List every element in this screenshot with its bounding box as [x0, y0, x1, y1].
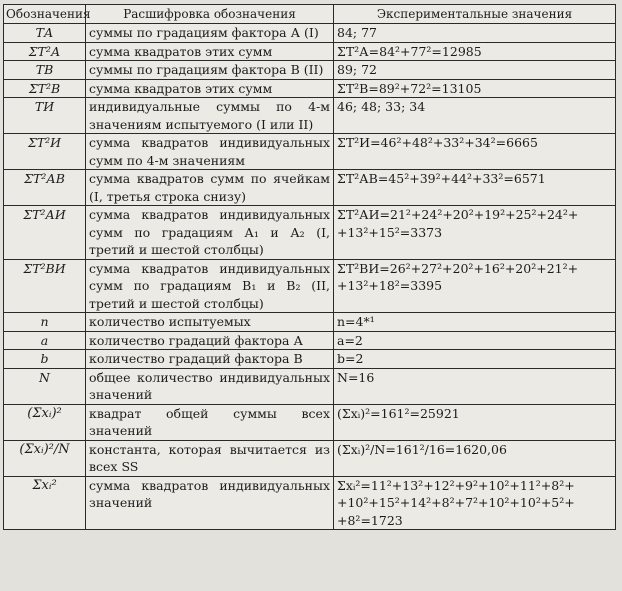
description-cell: квадрат общей суммы всех значений — [86, 404, 334, 440]
symbol-cell: Σxᵢ² — [4, 476, 86, 530]
value-cell: n=4*¹ — [334, 313, 616, 332]
symbol-cell: N — [4, 368, 86, 404]
description-cell: сумма квадратов этих сумм — [86, 42, 334, 61]
table-row — [4, 350, 616, 369]
header-description: Расшифровка обозначения — [86, 5, 334, 24]
value-cell: 89; 72 — [334, 61, 616, 80]
description-cell: сумма квадратов индивидуальных значений — [86, 476, 334, 530]
symbol-cell: ΣT²АВ — [4, 170, 86, 206]
symbol-cell: ΣT²АИ — [4, 206, 86, 260]
symbol-cell: (Σxᵢ)²/N — [4, 440, 86, 476]
value-cell: N=16 — [334, 368, 616, 404]
header-symbols: Обозначения — [4, 5, 86, 24]
description-cell: суммы по градациям фактора А (I) — [86, 24, 334, 43]
description-cell: количество градаций фактора А — [86, 331, 334, 350]
symbol-cell: ΣT²А — [4, 42, 86, 61]
table-row — [4, 24, 616, 43]
value-cell: b=2 — [334, 350, 616, 369]
description-cell: сумма квадратов индивидуальных сумм по 4-м значениям — [86, 134, 334, 170]
description-cell: сумма квадратов индивидуальных сумм по градациям В₁ и В₂ (II, третий и шестой столбцы) — [86, 259, 334, 313]
symbol-cell: ΣT²ВИ — [4, 259, 86, 313]
value-cell: 46; 48; 33; 34 — [334, 98, 616, 134]
header-values: Экспериментальные значения — [334, 5, 616, 24]
value-cell: 84; 77 — [334, 24, 616, 43]
value-cell: (Σxᵢ)²=161²=25921 — [334, 404, 616, 440]
table-row — [4, 404, 616, 440]
table-header-row — [4, 5, 616, 24]
symbol-cell: b — [4, 350, 86, 369]
notation-table — [3, 4, 616, 530]
symbol-cell: TА — [4, 24, 86, 43]
symbol-cell: TИ — [4, 98, 86, 134]
table-row — [4, 206, 616, 260]
value-cell: ΣT²ВИ=26²+27²+20²+16²+20²+21²+ +13²+18²=3395 — [334, 259, 616, 313]
value-cell: Σxᵢ²=11²+13²+12²+9²+10²+11²+8²+ +10²+15²+14²+8²+7²+10²+10²+5²+ +8²=1723 — [334, 476, 616, 530]
value-cell: a=2 — [334, 331, 616, 350]
description-cell: сумма квадратов этих сумм — [86, 79, 334, 98]
value-cell: ΣT²АВ=45²+39²+44²+33²=6571 — [334, 170, 616, 206]
value-cell: (Σxᵢ)²/N=161²/16=1620,06 — [334, 440, 616, 476]
table-row — [4, 440, 616, 476]
value-cell: ΣT²В=89²+72²=13105 — [334, 79, 616, 98]
symbol-cell: n — [4, 313, 86, 332]
description-cell: количество градаций фактора В — [86, 350, 334, 369]
description-cell: сумма квадратов индивидуальных сумм по градациям А₁ и А₂ (I, третий и шестой столбцы) — [86, 206, 334, 260]
description-cell: общее количество индивидуальных значений — [86, 368, 334, 404]
table-row — [4, 170, 616, 206]
table-row — [4, 134, 616, 170]
value-cell: ΣT²А=84²+77²=12985 — [334, 42, 616, 61]
description-cell: сумма квадратов сумм по ячейкам (I, третья строка снизу) — [86, 170, 334, 206]
value-cell: ΣT²И=46²+48²+33²+34²=6665 — [334, 134, 616, 170]
value-cell: ΣT²АИ=21²+24²+20²+19²+25²+24²+ +13²+15²=3373 — [334, 206, 616, 260]
table-row — [4, 79, 616, 98]
description-cell: количество испытуемых — [86, 313, 334, 332]
table-row — [4, 313, 616, 332]
symbol-cell: TВ — [4, 61, 86, 80]
description-cell: суммы по градациям фактора В (II) — [86, 61, 334, 80]
table-row — [4, 42, 616, 61]
table-row — [4, 259, 616, 313]
table-row — [4, 98, 616, 134]
table-row — [4, 331, 616, 350]
symbol-cell: a — [4, 331, 86, 350]
description-cell: константа, которая вычитается из всех SS — [86, 440, 334, 476]
symbol-cell: ΣT²И — [4, 134, 86, 170]
description-cell: индивидуальные суммы по 4-м значениям испытуемого (I или II) — [86, 98, 334, 134]
table-row — [4, 476, 616, 530]
symbol-cell: ΣT²В — [4, 79, 86, 98]
table-row — [4, 61, 616, 80]
table-row — [4, 368, 616, 404]
symbol-cell: (Σxᵢ)² — [4, 404, 86, 440]
